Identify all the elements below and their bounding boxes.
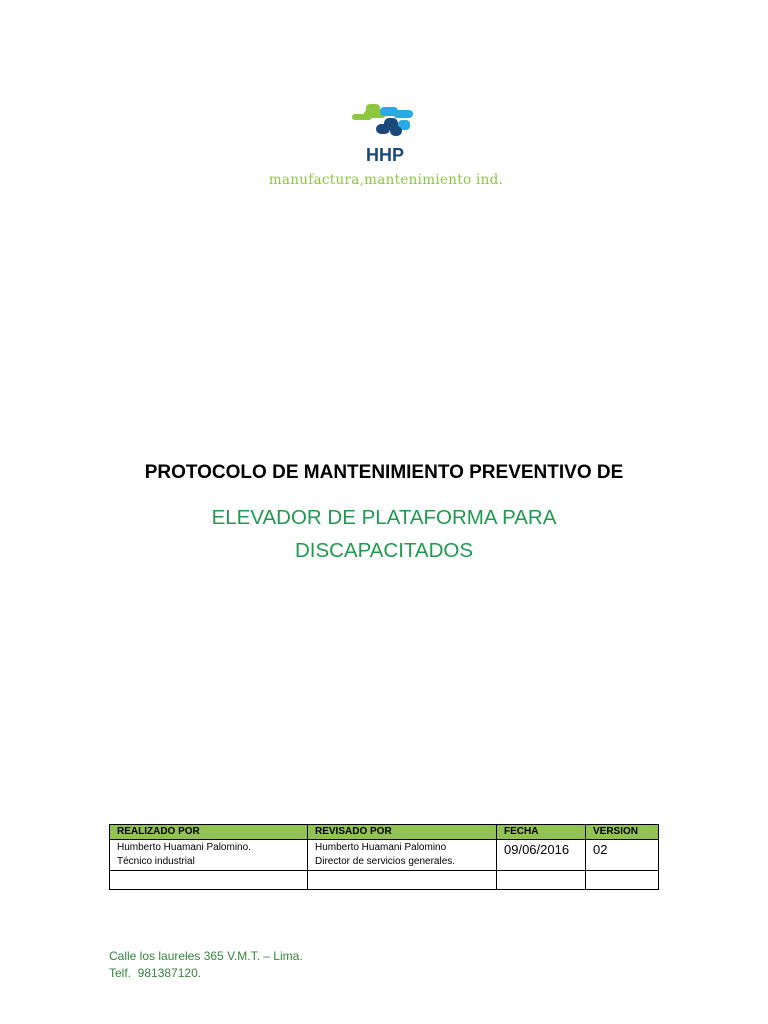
realizado-role: Técnico industrial bbox=[117, 856, 195, 867]
document-control-table bbox=[109, 824, 659, 890]
table-row-empty bbox=[110, 871, 659, 890]
table-row bbox=[110, 840, 659, 871]
logo-tagline: manufactura,mantenimiento ind. bbox=[268, 172, 504, 188]
empty-cell bbox=[497, 871, 586, 890]
document-title: PROTOCOLO DE MANTENIMIENTO PREVENTIVO DE bbox=[144, 462, 624, 483]
cell-realizado-por bbox=[110, 840, 308, 871]
realizado-name: Humberto Huamani Palomino. bbox=[117, 842, 251, 853]
document-subtitle bbox=[150, 501, 618, 567]
empty-cell bbox=[586, 871, 659, 890]
subtitle-line-1: ELEVADOR DE PLATAFORMA PARA bbox=[211, 506, 557, 529]
header-fecha: FECHA bbox=[497, 825, 586, 840]
footer-address: Calle los laureles 365 V.M.T. – Lima. bbox=[109, 949, 303, 963]
header-realizado-por: REALIZADO POR bbox=[110, 825, 308, 840]
revisado-name: Humberto Huamani Palomino bbox=[315, 842, 447, 853]
table-header-row bbox=[110, 825, 659, 840]
footer-contact bbox=[109, 948, 303, 982]
company-logo bbox=[350, 98, 420, 168]
svg-text:HHP: HHP bbox=[365, 145, 405, 165]
subtitle-line-2: DISCAPACITADOS bbox=[294, 539, 474, 562]
logo-mark-icon bbox=[350, 98, 420, 168]
cell-version: 02 bbox=[586, 840, 659, 871]
empty-cell bbox=[110, 871, 308, 890]
header-version: VERSION bbox=[586, 825, 659, 840]
empty-cell bbox=[308, 871, 497, 890]
footer-phone: Telf. 981387120. bbox=[109, 966, 202, 980]
cell-fecha: 09/06/2016 bbox=[497, 840, 586, 871]
cell-revisado-por bbox=[308, 840, 497, 871]
header-revisado-por: REVISADO POR bbox=[308, 825, 497, 840]
revisado-role: Director de servicios generales. bbox=[315, 856, 456, 867]
